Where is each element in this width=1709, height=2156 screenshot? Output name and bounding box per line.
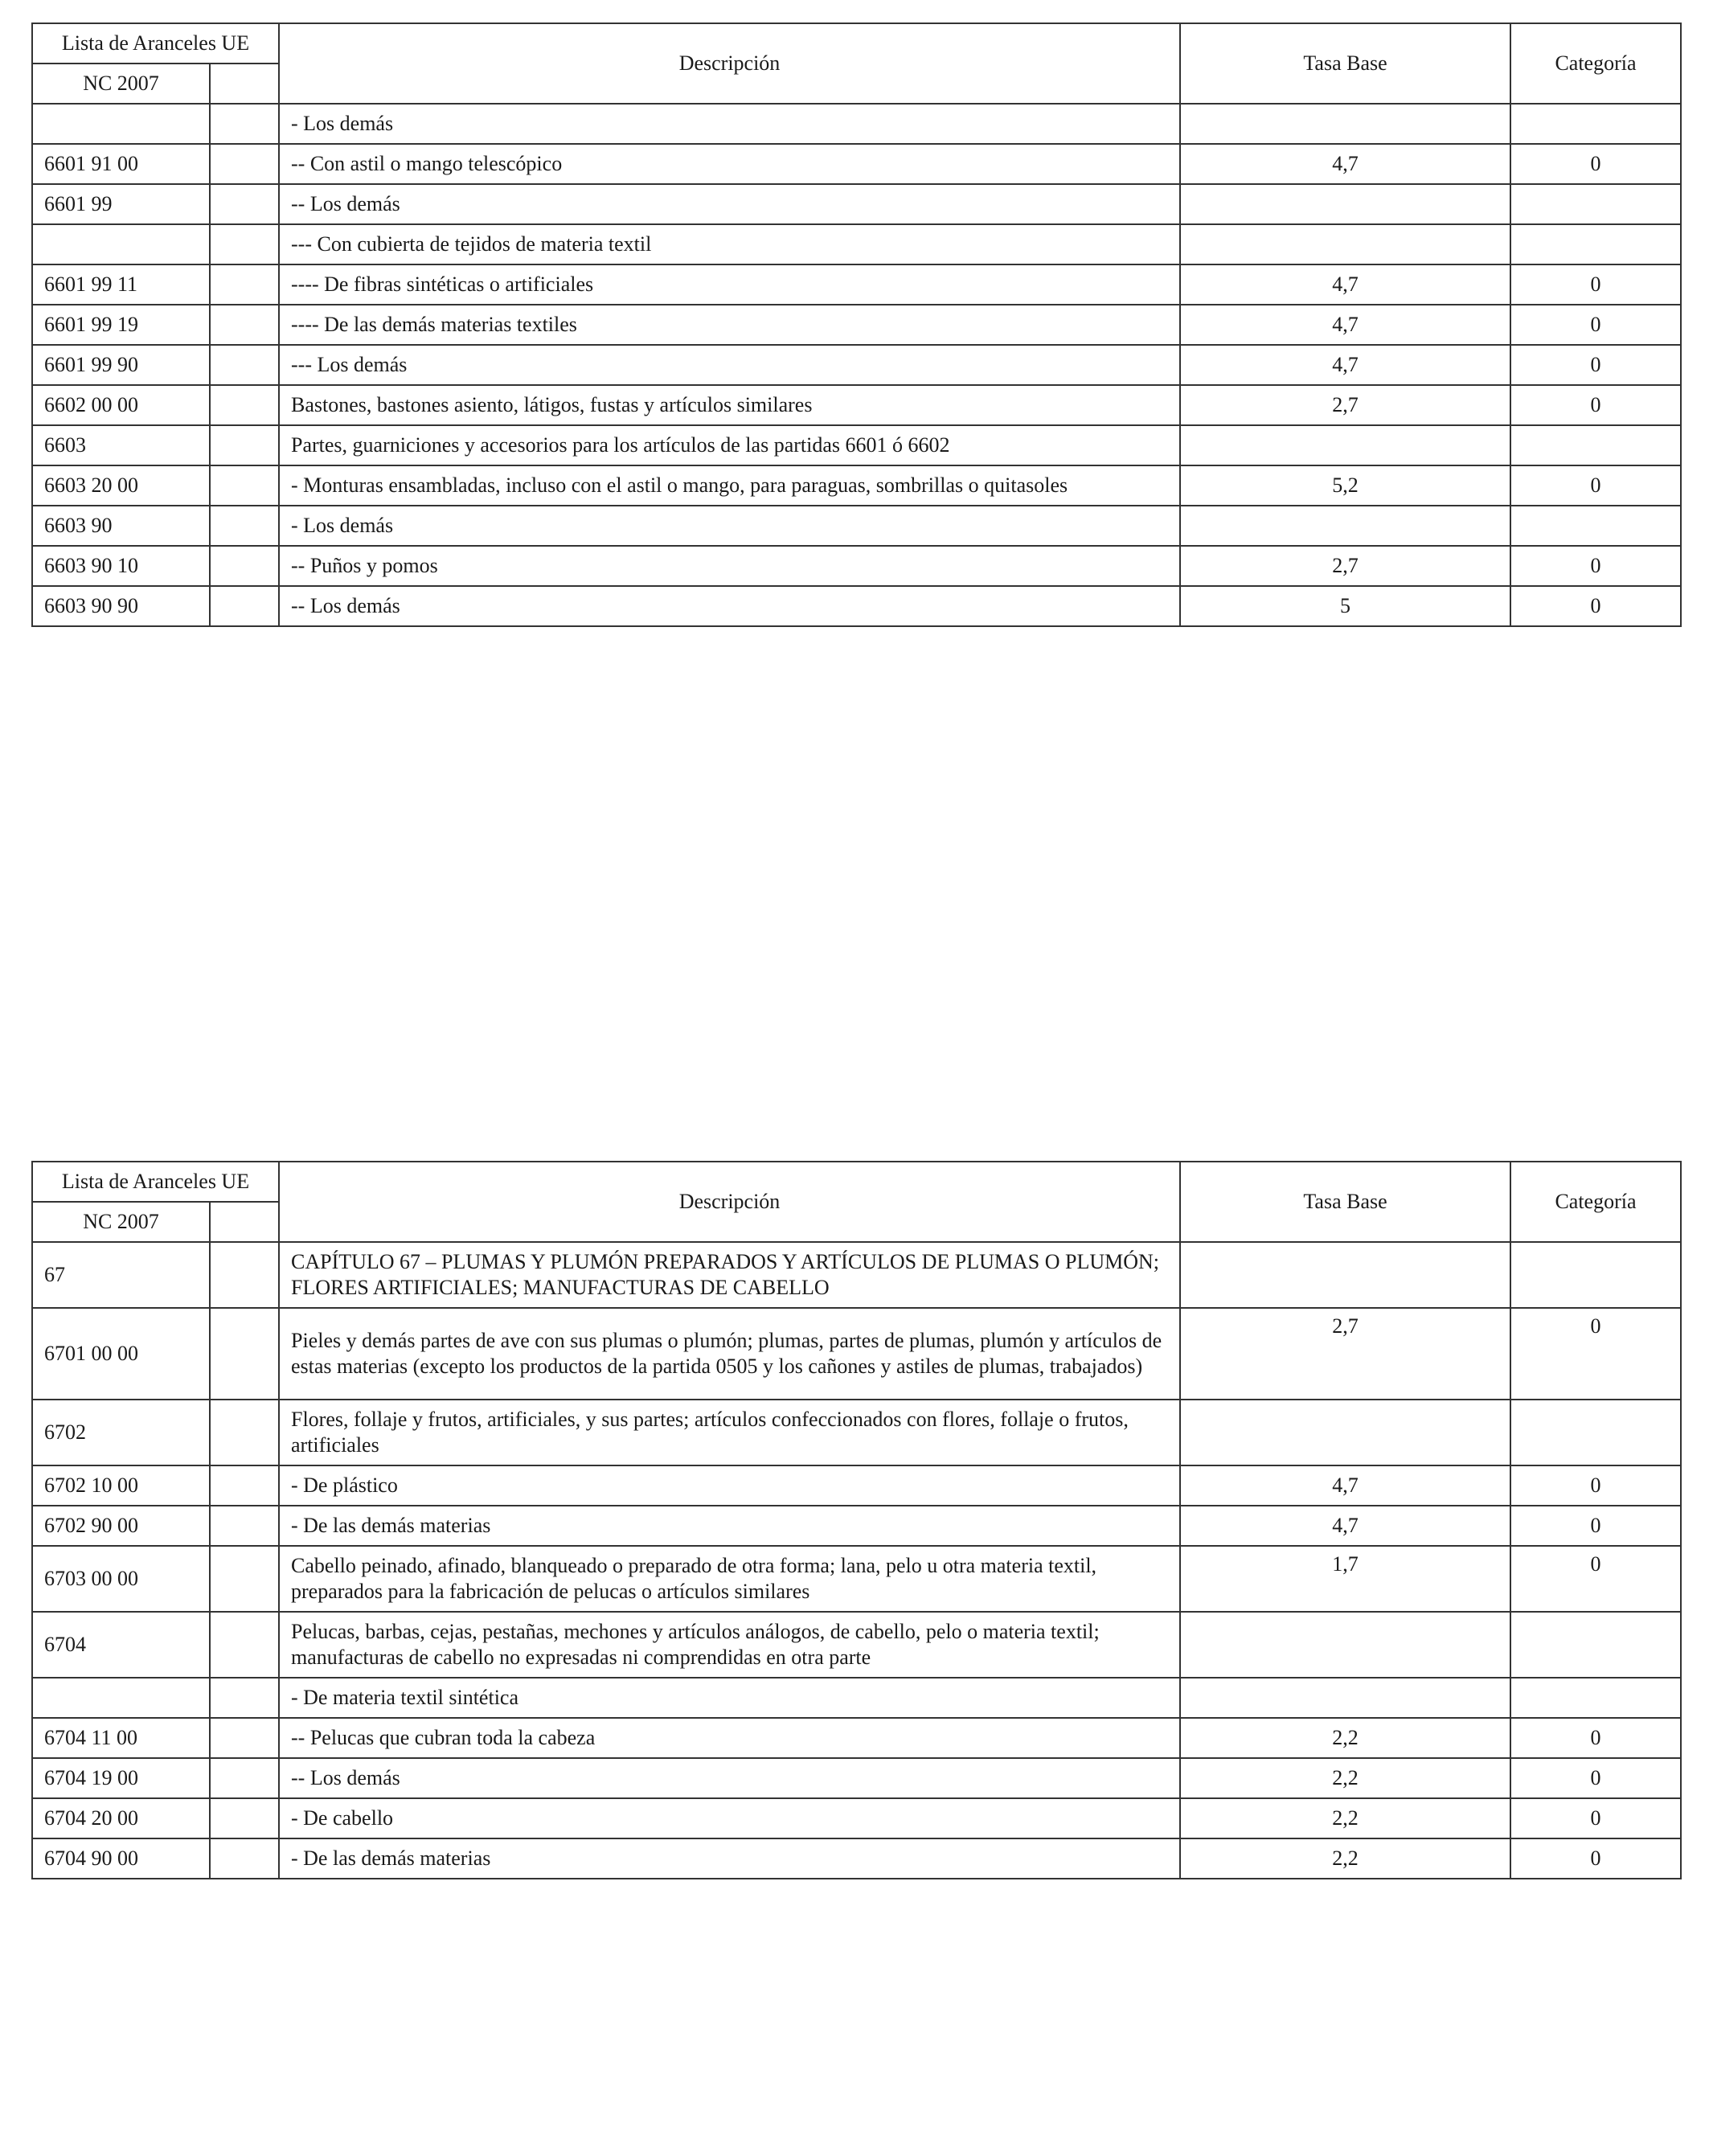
cell-tasa-base: [1180, 506, 1510, 546]
table-row: [32, 1718, 1681, 1758]
cell-tasa-base: [1180, 224, 1510, 264]
cell-description: - De cabello: [279, 1798, 1180, 1838]
cell-code: 6704: [32, 1612, 210, 1678]
cell-code: 6702 10 00: [32, 1465, 210, 1506]
cell-sub: [210, 1718, 279, 1758]
table-row: [32, 184, 1681, 224]
cell-tasa-base: 4,7: [1180, 345, 1510, 385]
cell-code: 6702: [32, 1400, 210, 1465]
table-row: [32, 1242, 1681, 1308]
cell-tasa-base: [1180, 1400, 1510, 1465]
cell-sub: [210, 1838, 279, 1879]
cell-sub: [210, 1308, 279, 1400]
cell-code: 6702 90 00: [32, 1506, 210, 1546]
table-row: [32, 1678, 1681, 1718]
table-row: [32, 1798, 1681, 1838]
cell-categoria: 0: [1510, 1758, 1681, 1798]
table-row: [32, 425, 1681, 465]
cell-sub: [210, 506, 279, 546]
cell-tasa-base: 2,7: [1180, 546, 1510, 586]
cell-categoria: [1510, 104, 1681, 144]
header-empty-subcol: [210, 64, 279, 104]
header-nc-2007: NC 2007: [32, 1202, 210, 1242]
table-row: [32, 104, 1681, 144]
cell-tasa-base: 4,7: [1180, 264, 1510, 305]
cell-sub: [210, 465, 279, 506]
table-row: [32, 1465, 1681, 1506]
cell-sub: [210, 1242, 279, 1308]
cell-description: - Los demás: [279, 506, 1180, 546]
cell-code: [32, 224, 210, 264]
header-descripcion: Descripción: [279, 23, 1180, 104]
cell-tasa-base: 5,2: [1180, 465, 1510, 506]
cell-categoria: 0: [1510, 1838, 1681, 1879]
cell-sub: [210, 224, 279, 264]
cell-code: 67: [32, 1242, 210, 1308]
header-categoria: Categoría: [1510, 23, 1681, 104]
cell-categoria: [1510, 1400, 1681, 1465]
cell-categoria: 0: [1510, 264, 1681, 305]
cell-tasa-base: [1180, 1612, 1510, 1678]
table-row: [32, 546, 1681, 586]
cell-categoria: 0: [1510, 1798, 1681, 1838]
cell-code: 6603 20 00: [32, 465, 210, 506]
header-empty-subcol: [210, 1202, 279, 1242]
cell-description: --- Los demás: [279, 345, 1180, 385]
cell-description: - De las demás materias: [279, 1506, 1180, 1546]
cell-tasa-base: 4,7: [1180, 305, 1510, 345]
cell-code: 6704 11 00: [32, 1718, 210, 1758]
cell-code: 6603 90 90: [32, 586, 210, 626]
cell-sub: [210, 1465, 279, 1506]
cell-categoria: 0: [1510, 465, 1681, 506]
cell-description: -- Pelucas que cubran toda la cabeza: [279, 1718, 1180, 1758]
cell-tasa-base: 4,7: [1180, 1465, 1510, 1506]
cell-sub: [210, 345, 279, 385]
table-row: [32, 1308, 1681, 1400]
cell-sub: [210, 1546, 279, 1612]
cell-sub: [210, 1506, 279, 1546]
cell-sub: [210, 1678, 279, 1718]
cell-categoria: [1510, 224, 1681, 264]
cell-description: Pieles y demás partes de ave con sus plumas o plumón; plumas, partes de plumas, plumón y artículos de estas materias (excepto los productos de la partida 0505 y los cañones y astiles de plumas, trabajados): [279, 1308, 1180, 1400]
cell-categoria: [1510, 1242, 1681, 1308]
cell-tasa-base: [1180, 1678, 1510, 1718]
cell-categoria: 0: [1510, 546, 1681, 586]
cell-sub: [210, 104, 279, 144]
cell-code: 6703 00 00: [32, 1546, 210, 1612]
cell-categoria: 0: [1510, 586, 1681, 626]
cell-description: - De plástico: [279, 1465, 1180, 1506]
cell-sub: [210, 1798, 279, 1838]
cell-description: ---- De las demás materias textiles: [279, 305, 1180, 345]
cell-code: 6603 90 10: [32, 546, 210, 586]
cell-categoria: 0: [1510, 345, 1681, 385]
table-row: [32, 345, 1681, 385]
header-descripcion: Descripción: [279, 1162, 1180, 1242]
cell-tasa-base: [1180, 425, 1510, 465]
cell-categoria: [1510, 506, 1681, 546]
cell-code: 6704 19 00: [32, 1758, 210, 1798]
table-header: [32, 1162, 1681, 1242]
table-row: [32, 1400, 1681, 1465]
cell-description: - De las demás materias: [279, 1838, 1180, 1879]
table-row: [32, 1506, 1681, 1546]
cell-categoria: [1510, 184, 1681, 224]
header-categoria: Categoría: [1510, 1162, 1681, 1242]
table-row: [32, 1838, 1681, 1879]
cell-code: 6601 99: [32, 184, 210, 224]
cell-sub: [210, 144, 279, 184]
cell-categoria: [1510, 1612, 1681, 1678]
cell-code: 6602 00 00: [32, 385, 210, 425]
cell-categoria: 0: [1510, 1546, 1681, 1612]
cell-code: [32, 104, 210, 144]
table-row: [32, 144, 1681, 184]
table-row: [32, 385, 1681, 425]
cell-sub: [210, 546, 279, 586]
cell-code: 6704 90 00: [32, 1838, 210, 1879]
cell-tasa-base: 2,7: [1180, 385, 1510, 425]
cell-tasa-base: 4,7: [1180, 144, 1510, 184]
cell-tasa-base: 2,2: [1180, 1838, 1510, 1879]
table-row: [32, 1758, 1681, 1798]
table-row: [32, 586, 1681, 626]
cell-categoria: 0: [1510, 1506, 1681, 1546]
cell-description: -- Los demás: [279, 184, 1180, 224]
cell-sub: [210, 1758, 279, 1798]
cell-code: [32, 1678, 210, 1718]
cell-sub: [210, 1612, 279, 1678]
tariff-table-1: [31, 23, 1682, 627]
cell-sub: [210, 184, 279, 224]
cell-description: - Los demás: [279, 104, 1180, 144]
cell-code: 6603: [32, 425, 210, 465]
cell-description: --- Con cubierta de tejidos de materia textil: [279, 224, 1180, 264]
cell-code: 6601 99 11: [32, 264, 210, 305]
cell-tasa-base: [1180, 104, 1510, 144]
header-lista-aranceles: Lista de Aranceles UE: [32, 1162, 279, 1202]
cell-code: 6601 99 90: [32, 345, 210, 385]
cell-categoria: 0: [1510, 1308, 1681, 1400]
cell-description: Flores, follaje y frutos, artificiales, y sus partes; artículos confeccionados con flores, follaje o frutos, artificiales: [279, 1400, 1180, 1465]
cell-sub: [210, 385, 279, 425]
cell-description: - De materia textil sintética: [279, 1678, 1180, 1718]
cell-description: ---- De fibras sintéticas o artificiales: [279, 264, 1180, 305]
cell-description: - Monturas ensambladas, incluso con el astil o mango, para paraguas, sombrillas o quitasoles: [279, 465, 1180, 506]
table-row: [32, 1612, 1681, 1678]
cell-tasa-base: 2,7: [1180, 1308, 1510, 1400]
cell-code: 6701 00 00: [32, 1308, 210, 1400]
cell-tasa-base: 2,2: [1180, 1798, 1510, 1838]
cell-tasa-base: 2,2: [1180, 1718, 1510, 1758]
cell-categoria: 0: [1510, 1718, 1681, 1758]
cell-description: Pelucas, barbas, cejas, pestañas, mechones y artículos análogos, de cabello, pelo o materia textil; manufacturas de cabello no expresadas ni comprendidas en otra parte: [279, 1612, 1180, 1678]
header-lista-aranceles: Lista de Aranceles UE: [32, 23, 279, 64]
cell-description: Partes, guarniciones y accesorios para los artículos de las partidas 6601 ó 6602: [279, 425, 1180, 465]
cell-categoria: 0: [1510, 1465, 1681, 1506]
cell-categoria: [1510, 1678, 1681, 1718]
table-row: [32, 465, 1681, 506]
cell-code: 6601 91 00: [32, 144, 210, 184]
cell-tasa-base: 1,7: [1180, 1546, 1510, 1612]
cell-description: -- Puños y pomos: [279, 546, 1180, 586]
cell-categoria: 0: [1510, 305, 1681, 345]
cell-description: -- Los demás: [279, 1758, 1180, 1798]
table-row: [32, 305, 1681, 345]
header-nc-2007: NC 2007: [32, 64, 210, 104]
cell-tasa-base: 2,2: [1180, 1758, 1510, 1798]
table-row: [32, 264, 1681, 305]
cell-description: Bastones, bastones asiento, látigos, fustas y artículos similares: [279, 385, 1180, 425]
cell-tasa-base: 5: [1180, 586, 1510, 626]
cell-sub: [210, 586, 279, 626]
cell-code: 6603 90: [32, 506, 210, 546]
cell-sub: [210, 1400, 279, 1465]
cell-categoria: [1510, 425, 1681, 465]
cell-sub: [210, 425, 279, 465]
cell-categoria: 0: [1510, 385, 1681, 425]
cell-tasa-base: [1180, 184, 1510, 224]
cell-code: 6601 99 19: [32, 305, 210, 345]
table-header: [32, 23, 1681, 104]
cell-categoria: 0: [1510, 144, 1681, 184]
cell-code: 6704 20 00: [32, 1798, 210, 1838]
table-row: [32, 224, 1681, 264]
cell-description: Cabello peinado, afinado, blanqueado o preparado de otra forma; lana, pelo u otra materia textil, preparados para la fabricación de pelucas o artículos similares: [279, 1546, 1180, 1612]
table-row: [32, 506, 1681, 546]
tariff-table-2: [31, 1161, 1682, 1879]
cell-description: -- Con astil o mango telescópico: [279, 144, 1180, 184]
header-tasa-base: Tasa Base: [1180, 23, 1510, 104]
cell-sub: [210, 264, 279, 305]
cell-tasa-base: [1180, 1242, 1510, 1308]
cell-description: CAPÍTULO 67 – PLUMAS Y PLUMÓN PREPARADOS Y ARTÍCULOS DE PLUMAS O PLUMÓN; FLORES ARTIFICIALES; MANUFACTURAS DE CABELLO: [279, 1242, 1180, 1308]
cell-sub: [210, 305, 279, 345]
cell-description: -- Los demás: [279, 586, 1180, 626]
table-row: [32, 1546, 1681, 1612]
cell-tasa-base: 4,7: [1180, 1506, 1510, 1546]
header-tasa-base: Tasa Base: [1180, 1162, 1510, 1242]
